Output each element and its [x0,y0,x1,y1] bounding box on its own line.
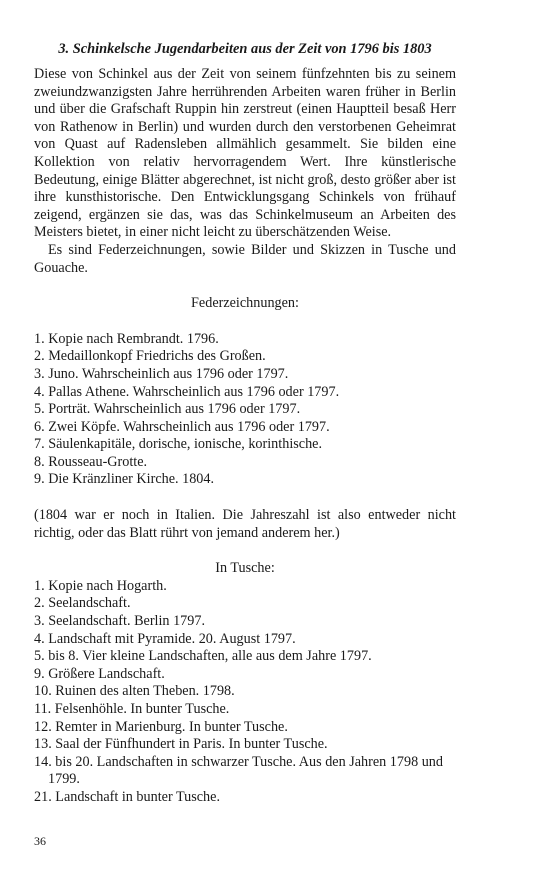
list-item: 2. Medaillonkopf Friedrichs des Großen. [34,348,266,365]
list-item: 1. Kopie nach Hogarth. [34,577,167,594]
list-item: 4. Pallas Athene. Wahrscheinlich aus 1796 oder 1797. [34,383,340,400]
list-item: 3. Seelandschaft. Berlin 1797. [34,613,205,630]
chapter-heading: 3. Schinkelsche Jugendarbeiten aus der Zeit von 1796 bis 1803 [58,41,432,57]
list-item: 8. Rousseau-Grotte. [34,453,148,470]
list-item: 14. bis 20. Landschaften in schwarzer Tusche. Aus den Jahren 1798 und 1799. [34,753,443,788]
list-item: 12. Remter in Marienburg. In bunter Tusche. [34,718,288,735]
list-item: 3. Juno. Wahrscheinlich aus 1796 oder 1797. [34,365,289,382]
book-page [34,40,456,807]
in-tusche-list [34,578,456,807]
intro-paragraph: Diese von Schinkel aus der Zeit von seinem fünfzehnten bis zu seinem zweiundzwanzigsten Jahre herrührenden Arbeiten waren früher in Berlin und über die Grafschaft Ruppin hin zerstreut (einen Hauptteil besaß Herr von Rathenow in Berlin) und wurden durch den verstorbenen Geheimrat von Quast auf Radensleben allmählich gesammelt. Sie bilden eine Kollektion von relativ hervorragendem Wert. Ihre künstlerische Bedeutung, einige Blätter abgerechnet, ist nicht groß, desto größer aber ist ihre kunsthistorische. Den Entwicklungsgang Schinkels von frühauf zeigend, ergänzen sie das, was das Schinkelmuseum an Arbeiten des Meisters bietet, in einer nicht leicht zu überschätzenden Weise. [34,66,456,241]
list-item: 21. Landschaft in bunter Tusche. [34,788,220,805]
list-item: 9. Die Kränzliner Kirche. 1804. [34,471,215,488]
federzeichnungen-list [34,331,456,489]
list-item: 4. Landschaft mit Pyramide. 20. August 1797. [34,630,296,647]
list-item: 10. Ruinen des alten Theben. 1798. [34,683,235,700]
list-item: 1. Kopie nach Rembrandt. 1796. [34,330,219,347]
second-paragraph: Es sind Federzeichnungen, sowie Bilder und Skizzen in Tusche und Gouache. [34,241,456,276]
list-item: 5. bis 8. Vier kleine Landschaften, alle aus dem Jahre 1797. [34,648,372,665]
list-item: 5. Porträt. Wahrscheinlich aus 1796 oder 1797. [34,401,301,418]
federzeichnungen-title: Federzeichnungen: [191,295,299,312]
list-item: 9. Größere Landschaft. [34,665,165,682]
list-item: 7. Säulenkapitäle, dorische, ionische, korinthische. [34,436,323,453]
in-tusche-title: In Tusche: [215,560,275,577]
list-item: 6. Zwei Köpfe. Wahrscheinlich aus 1796 oder 1797. [34,418,330,435]
list-item: 13. Saal der Fünfhundert in Paris. In bunter Tusche. [34,736,328,753]
list-item: 11. Felsenhöhle. In bunter Tusche. [34,701,230,717]
list-item: 2. Seelandschaft. [34,595,131,612]
editorial-note: (1804 war er noch in Italien. Die Jahreszahl ist also entweder nicht richtig, oder das Blatt rührt von jemand anderem her.) [34,507,456,541]
page-number: 36 [34,834,46,848]
